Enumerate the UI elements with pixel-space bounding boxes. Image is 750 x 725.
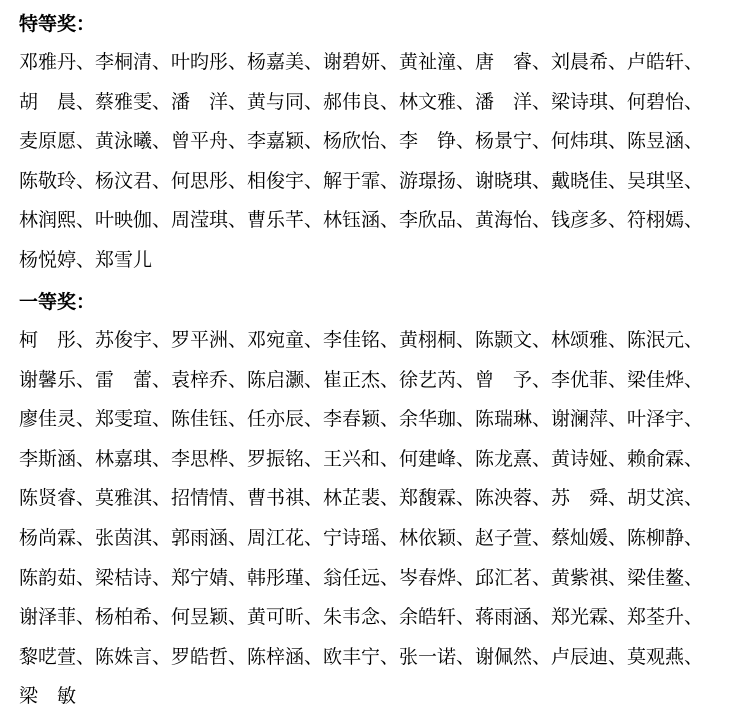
name-line: 梁 敏 [19, 685, 77, 708]
name-line: 胡 晨、蔡雅雯、潘 洋、黄与同、郝伟良、林文雅、潘 洋、梁诗琪、何碧怡、 [19, 90, 704, 113]
name-line: 杨悦婷、郑雪儿 [19, 248, 153, 271]
name-line: 李斯涵、林嘉琪、李思桦、罗振铭、王兴和、何建峰、陈龙熹、黄诗娅、赖俞霖、 [19, 447, 704, 470]
name-line: 邓雅丹、李桐清、叶昀彤、杨嘉美、谢碧妍、黄祉潼、唐 睿、刘晨希、卢皓轩、 [19, 51, 704, 73]
name-line: 麦原愿、黄泳曦、曾平舟、李嘉颖、杨欣怡、李 铮、杨景宁、何炜琪、陈昱涵、 [19, 130, 704, 153]
name-line: 陈贤睿、莫雅淇、招情情、曹书祺、林芷裴、郑馥霖、陈泱蓉、苏 舜、胡艾滨、 [19, 487, 704, 510]
name-line: 杨尚霖、张茵淇、郭雨涵、周江花、宁诗瑶、林依颖、赵子萱、蔡灿媛、陈柳静、 [19, 526, 704, 549]
special-prize-name-list [19, 48, 744, 286]
name-line: 林润熙、叶映伽、周滢琪、曹乐芊、林钰涵、李欣品、黄海怡、钱彦多、符栩嫣、 [19, 209, 704, 232]
name-line: 廖佳灵、郑雯瑄、陈佳钰、任亦辰、李春颖、余华珈、陈瑞琳、谢澜萍、叶泽宇、 [19, 408, 704, 431]
name-line: 柯 彤、苏俊宇、罗平洲、邓宛童、李佳铭、黄栩桐、陈颢文、林颂雅、陈泯元、 [19, 329, 704, 351]
name-line: 谢馨乐、雷 蕾、袁梓乔、陈启灏、崔正杰、徐艺芮、曾 予、李优菲、梁佳烨、 [19, 368, 704, 391]
name-line: 谢泽菲、杨柏希、何昱颖、黄可昕、朱韦念、余皓轩、蒋雨涵、郑光霖、郑荃升、 [19, 606, 704, 629]
name-line: 陈韵茹、梁桔诗、郑宁婧、韩彤瑾、翁任远、岑春烨、邱汇茗、黄紫祺、梁佳鳌、 [19, 566, 704, 589]
section-heading-special-prize: 特等奖： [19, 13, 96, 35]
name-line: 陈敬玲、杨汶君、何思彤、相俊宇、解于霏、游璟扬、谢晓琪、戴晓佳、吴琪坚、 [19, 169, 704, 192]
first-prize-name-list [19, 326, 744, 722]
name-line: 黎呓萱、陈姝言、罗皓哲、陈梓涵、欧丰宁、张一诺、谢佩然、卢辰迪、莫观燕、 [19, 645, 704, 668]
section-heading-first-prize: 一等奖： [19, 291, 96, 313]
